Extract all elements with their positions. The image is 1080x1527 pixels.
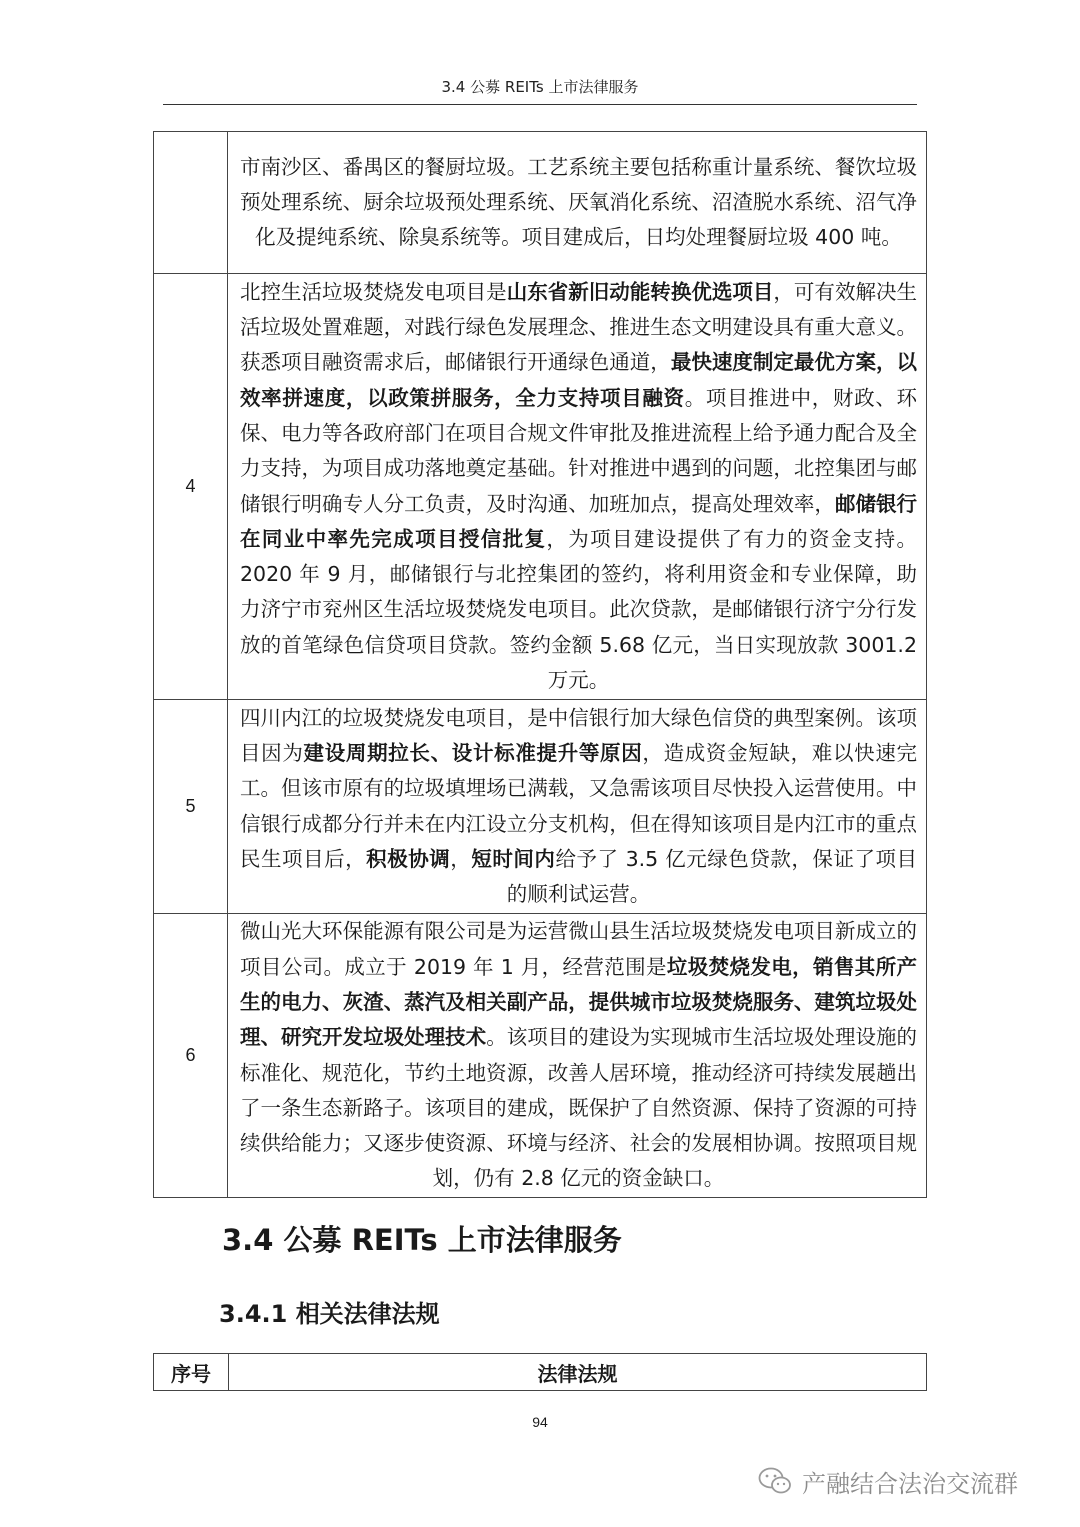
row-number bbox=[154, 132, 228, 274]
running-header: 3.4 公募 REITs 上市法律服务 bbox=[441, 78, 639, 96]
bold-text-segment: 短时间内 bbox=[471, 846, 556, 871]
subsection-heading: 3.4.1 相关法律法规 bbox=[219, 1300, 440, 1328]
text-segment: 。该项目的建设为实现城市生活垃圾处理设施的标准化、规范化，节约土地资源，改善人居环境，推动经济可持续发展趟出了一条生态新路子。该项目的建成，既保护了自然资源、保持了资源的可持续供给能力；又逐步使资源、环境与经济、社会的发展相协调。按照项目规划，仍有 2.8 亿元的资金缺口。 bbox=[240, 1025, 917, 1191]
row-description bbox=[228, 274, 927, 700]
bold-text-segment: 最快速度制定最优方案，以效率拼速度，以政策拼服务，全力支持项目融资 bbox=[240, 350, 917, 410]
text-segment: 给予了 3.5 亿元绿色贷款，保证了项目的顺利试运营。 bbox=[506, 846, 918, 907]
bold-text-segment: 积极协调 bbox=[366, 846, 451, 871]
bold-text-segment: 山东省新旧动能转换优选项目 bbox=[506, 279, 774, 304]
column-header-law: 法律法规 bbox=[229, 1354, 927, 1391]
table-row bbox=[154, 700, 927, 914]
text-segment: ， bbox=[450, 846, 472, 871]
text-segment: 。项目推进中，财政、环保、电力等各政府部门在项目合规文件审批及推进流程上给予通力配合及全力支持，为项目成功落地奠定基础。针对推进中遇到的问题，北控集团与邮储银行明确专人分工负责，及时沟通、加班加点，提高处理效率， bbox=[240, 385, 918, 516]
table-row bbox=[154, 274, 927, 700]
row-description bbox=[228, 132, 927, 274]
section-heading: 3.4 公募 REITs 上市法律服务 bbox=[222, 1223, 622, 1257]
text-segment: ，为项目建设提供了有力的资金支持。2020 年 9 月，邮储银行与北控集团的签约，将利用资金和专业保障，助力济宁市兖州区生活垃圾焚烧发电项目。此次贷款，是邮储银行济宁分行发放的首笔绿色信贷项目贷款。签约金额 5.68 亿元，当日实现放款 3001.2 万元。 bbox=[240, 526, 918, 692]
row-number: 5 bbox=[154, 700, 228, 914]
text-segment: ，造成资金短缺，难以快速完工。但该市原有的垃圾填埋场已满载，又急需该项目尽快投入运营使用。中信银行成都分行并未在内江设立分支机构，但在得知该项目是内江市的重点民生项目后， bbox=[240, 740, 918, 871]
bold-text-segment: 垃圾焚烧发电，销售其所产生的电力、灰渣、蒸汽及相关副产品，提供城市垃圾焚烧服务、建筑垃圾处理、研究开发垃圾处理技术 bbox=[240, 954, 918, 1050]
wechat-icon bbox=[758, 1466, 792, 1496]
text-segment: 四川内江的垃圾焚烧发电项目，是中信银行加大绿色信贷的典型案例。该项目因为 bbox=[240, 705, 917, 765]
bold-text-segment: 邮储银行在同业中率先完成项目授信批复 bbox=[240, 491, 917, 551]
table-row bbox=[154, 132, 927, 274]
text-segment: 北控生活垃圾焚烧发电项目是 bbox=[240, 279, 507, 304]
row-number: 4 bbox=[154, 274, 228, 700]
page-number: 94 bbox=[532, 1414, 548, 1430]
row-description bbox=[228, 914, 927, 1198]
watermark-text: 产融结合法治交流群 bbox=[802, 1469, 1018, 1498]
row-description bbox=[228, 700, 927, 914]
cases-table bbox=[153, 131, 927, 1198]
table-header-row bbox=[154, 1354, 927, 1391]
text-segment: 微山光大环保能源有限公司是为运营微山县生活垃圾焚烧发电项目新成立的项目公司。成立于 2019 年 1 月，经营范围是 bbox=[240, 919, 917, 979]
text-segment: 市南沙区、番禺区的餐厨垃圾。工艺系统主要包括称重计量系统、餐饮垃圾预处理系统、厨余垃圾预处理系统、厌氧消化系统、沼渣脱水系统、沼气净化及提纯系统、除臭系统等。项目建成后，日均处理餐厨垃圾 400 吨。 bbox=[240, 154, 917, 250]
text-segment: ，可有效解决生活垃圾处置难题，对践行绿色发展理念、推进生态文明建设具有重大意义。获悉项目融资需求后，邮储银行开通绿色通道， bbox=[240, 279, 917, 375]
law-table bbox=[153, 1353, 927, 1391]
row-number: 6 bbox=[154, 914, 228, 1198]
column-header-number: 序号 bbox=[154, 1354, 229, 1391]
bold-text-segment: 建设周期拉长、设计标准提升等原因 bbox=[303, 740, 643, 765]
table-row bbox=[154, 914, 927, 1198]
watermark bbox=[758, 1461, 1018, 1501]
header-rule bbox=[163, 104, 917, 105]
